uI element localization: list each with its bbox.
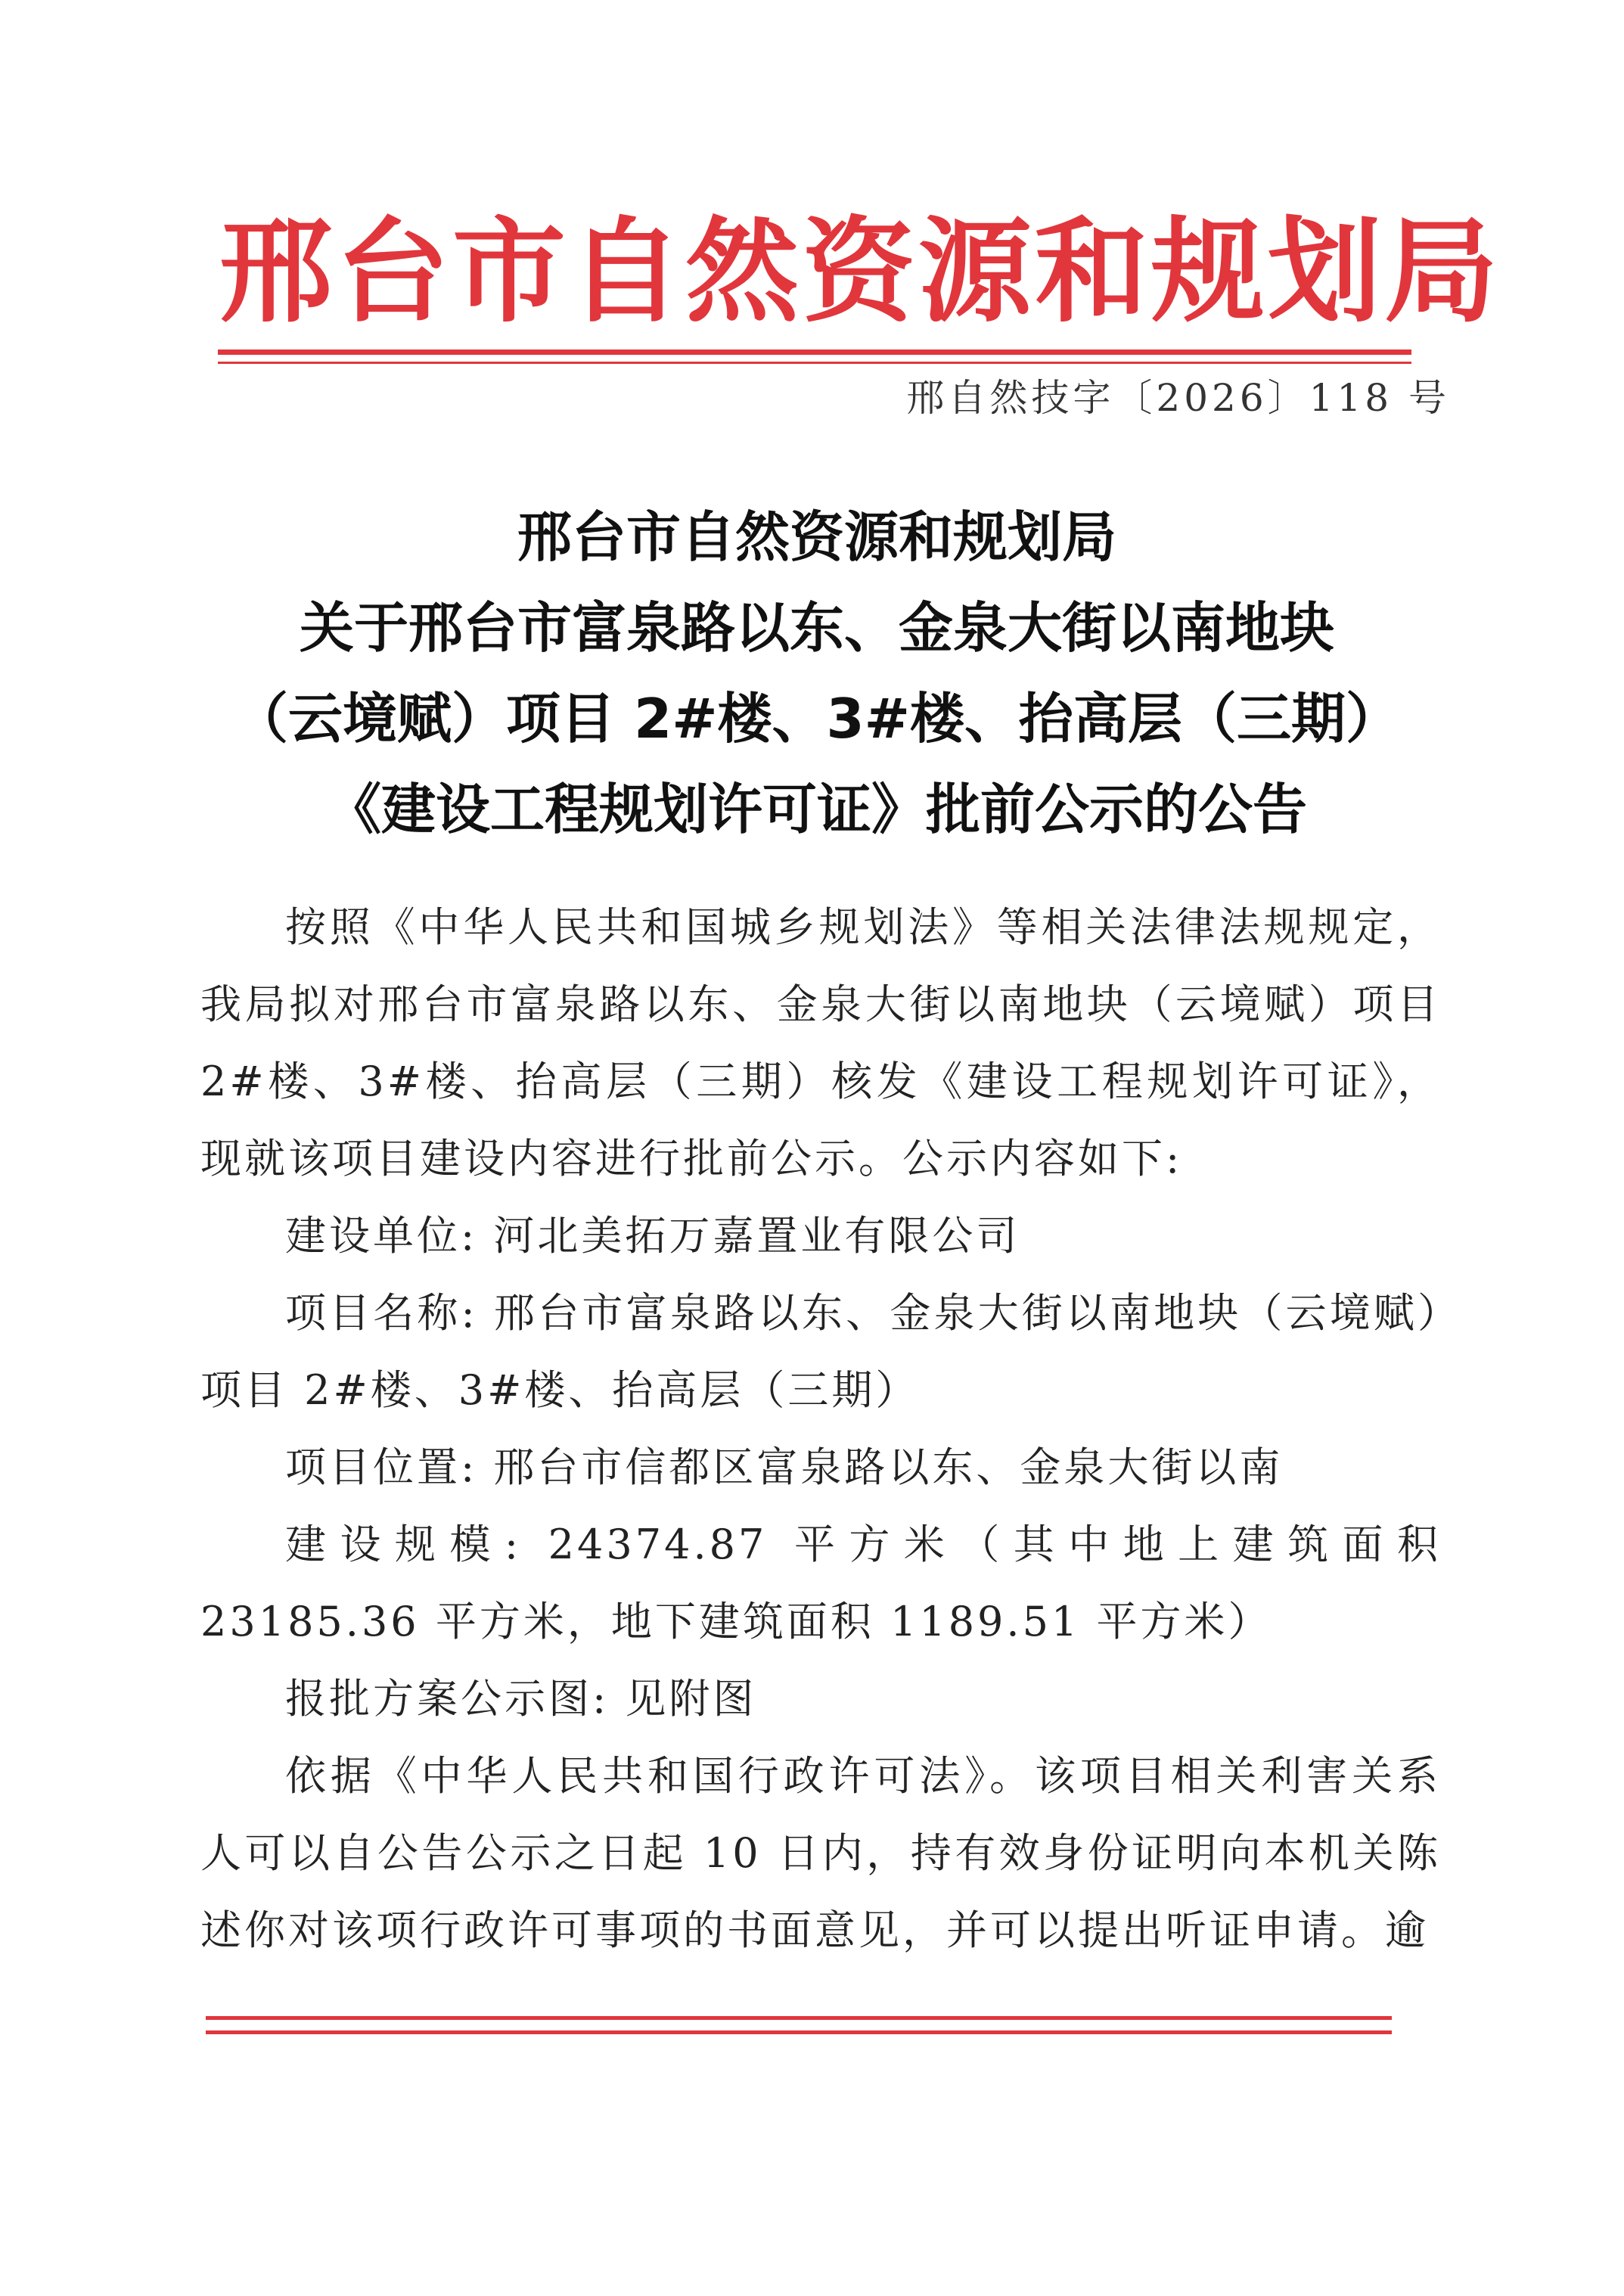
notice-body: [200, 889, 1441, 1969]
legal-basis-paragraph: 依据《中华人民共和国行政许可法》。该项目相关利害关系人可以自公告公示之日起 10 日内，持有效身份证明向本机关陈述你对该项行政许可事项的书面意见，并可以提出听证申请。逾: [200, 1752, 1441, 1954]
project-location: 项目位置: 邢台市信都区富泉路以东、金泉大街以南: [285, 1443, 1284, 1491]
title-line-1: 邢台市自然资源和规划局: [517, 505, 1116, 569]
header-rule-thick: [218, 350, 1411, 355]
document-number: 邢自然技字〔2026〕118 号: [906, 376, 1450, 420]
construction-unit: 建设单位: 河北美拓万嘉置业有限公司: [285, 1212, 1020, 1260]
project-name: 项目名称: 邢台市富泉路以东、金泉大街以南地块（云境赋）项目 2#楼、3#楼、抬高层（三期）: [200, 1289, 1441, 1414]
notice-title: [189, 492, 1445, 855]
intro-paragraph: 按照《中华人民共和国城乡规划法》等相关法律法规规定，我局拟对邢台市富泉路以东、金泉大街以南地块（云境赋）项目2#楼、3#楼、抬高层（三期）核发《建设工程规划许可证》，现就该项目建设内容进行批前公示。公示内容如下:: [200, 903, 1441, 1182]
footer-rule-bottom: [206, 2030, 1392, 2034]
scheme-drawing: 报批方案公示图: 见附图: [285, 1675, 757, 1723]
title-line-2: 关于邢台市富泉路以东、金泉大街以南地块: [299, 596, 1334, 660]
title-line-3: （云境赋）项目 2#楼、3#楼、抬高层（三期）: [234, 687, 1400, 750]
agency-header: 邢台市自然资源和规划局: [219, 207, 1501, 338]
footer-rule-top: [206, 2016, 1392, 2020]
construction-scale: 建设规模: 24374.87 平方米（其中地上建筑面积 23185.36 平方米，地下建筑面积 1189.51 平方米）: [200, 1521, 1441, 1645]
title-line-4: 《建设工程规划许可证》批前公示的公告: [326, 778, 1307, 841]
header-rule-thin: [218, 362, 1411, 364]
